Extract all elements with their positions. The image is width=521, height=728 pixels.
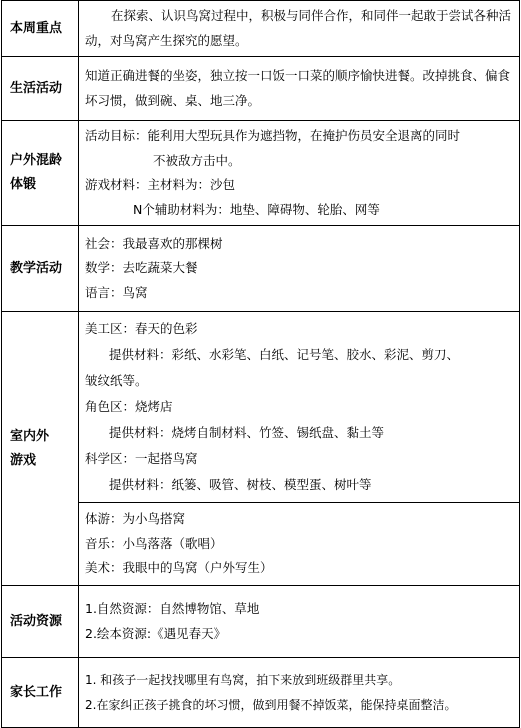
outdoor-goal-line1: 活动目标：能利用大型玩具作为遮挡物，在掩护伤员安全退离的同时 (85, 128, 461, 143)
teaching-item-social: 社会：我最喜欢的那棵树 (85, 235, 223, 251)
label-games-line2: 游戏 (10, 452, 37, 468)
label-teaching-activity: 教学活动 (2, 226, 79, 312)
row-teaching-activity (2, 226, 520, 312)
art-area-materials-line2: 皱纹纸等。 (85, 373, 148, 388)
row-parent-work (2, 658, 520, 728)
art-area-materials-line1: 提供材料：彩纸、水彩笔、白纸、记号笔、胶水、彩泥、剪刀、 (109, 347, 460, 362)
outdoor-exercise-content (79, 121, 520, 226)
teaching-item-language: 语言：鸟窝 (85, 284, 148, 300)
label-life-activity: 生活活动 (2, 57, 79, 121)
outdoor-material-aux: N个辅助材料为：地垫、障碍物、轮胎、网等 (133, 201, 380, 217)
game-music: 音乐：小鸟落落（歌唱） (85, 535, 223, 551)
science-area-title: 科学区：一起搭鸟窝 (85, 451, 198, 466)
role-area-materials: 提供材料：烧烤自制材料、竹签、锡纸盘、黏土等 (109, 425, 385, 440)
science-area-materials: 提供材料：纸篓、吸管、树枝、模型蛋、树叶等 (109, 477, 372, 492)
label-indoor-outdoor-games (2, 312, 79, 586)
label-outdoor-exercise (2, 121, 79, 226)
label-parent-work: 家长工作 (2, 658, 79, 728)
outdoor-games-content (79, 503, 520, 586)
game-arts: 美术：我眼中的鸟窝（户外写生） (85, 560, 273, 576)
outdoor-material-main: 游戏材料：主材料为：沙包 (85, 177, 236, 192)
teaching-activity-content (79, 226, 520, 312)
row-weekly-focus (2, 1, 520, 57)
resource-item-picturebook: 2.绘本资源:《遇见春天》 (85, 625, 227, 641)
label-weekly-focus: 本周重点 (2, 1, 79, 57)
outdoor-goal-line2: 不被敌方击中。 (153, 152, 241, 168)
row-games-part2 (2, 503, 520, 586)
activity-resources-content (79, 586, 520, 658)
row-life-activity (2, 57, 520, 121)
weekly-focus-paragraph: 在探索、认识鸟窝过程中，积极与同伴合作，和同伴一起敢于尝试各种活动，对鸟窝产生探究的愿望。 (85, 8, 512, 48)
label-outdoor-line1: 户外混龄 (10, 153, 63, 168)
parent-item-1: 1. 和孩子一起找找哪里有鸟窝，拍下来放到班级群里共享。 (85, 673, 401, 687)
weekly-plan-table (1, 0, 520, 728)
role-area-title: 角色区：烧烤店 (85, 399, 173, 414)
resource-item-nature: 1.自然资源：自然博物馆、草地 (85, 601, 260, 616)
life-activity-paragraph: 知道正确进餐的坐姿，独立按一口饭一口菜的顺序愉快进餐。改掉挑食、偏食坏习惯，做到碗、桌、地三净。 (85, 68, 511, 108)
game-pe: 体游：为小鸟搭窝 (85, 511, 186, 527)
teaching-item-math: 数学：去吃蔬菜大餐 (85, 260, 198, 276)
art-area-title: 美工区：春天的色彩 (85, 321, 198, 336)
indoor-areas-content (79, 312, 520, 503)
parent-work-content (79, 658, 520, 728)
label-activity-resources: 活动资源 (2, 586, 79, 658)
label-games-line1: 室内外 (10, 428, 50, 444)
life-activity-text (79, 57, 520, 121)
row-indoor-outdoor-games (2, 312, 520, 503)
row-outdoor-exercise (2, 121, 520, 226)
label-outdoor-line2: 体锻 (10, 177, 37, 192)
row-activity-resources (2, 586, 520, 658)
weekly-focus-text (79, 1, 520, 57)
parent-item-2: 2.在家纠正孩子挑食的坏习惯，做到用餐不掉饭菜，能保持桌面整洁。 (85, 697, 457, 712)
